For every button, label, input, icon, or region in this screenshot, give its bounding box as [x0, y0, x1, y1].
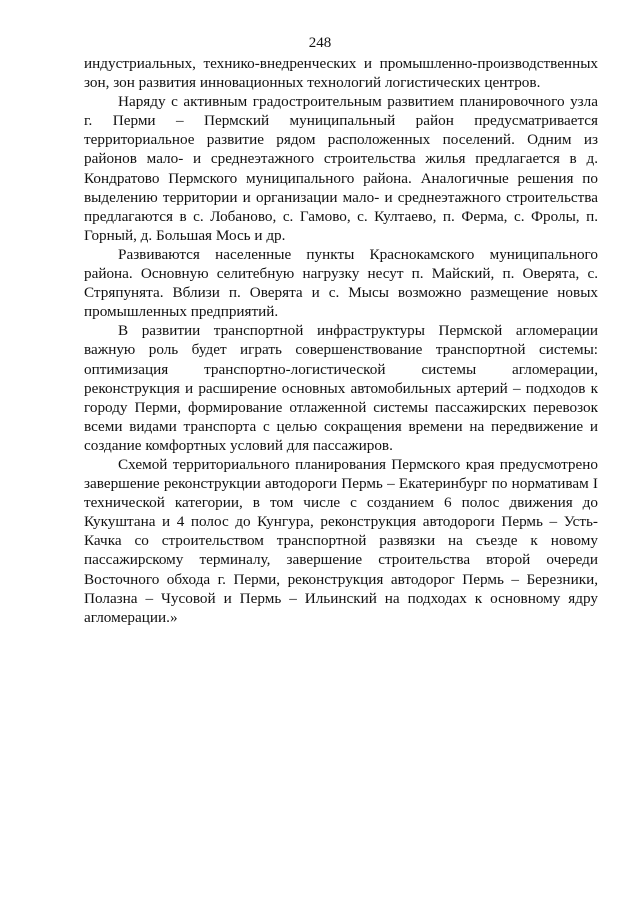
document-body [84, 54, 598, 627]
paragraph-continuation: индустриальных, технико-внедренческих и промышленно-производственных зон, зон развития инновационных технологий логистических центров. [84, 55, 598, 92]
page-number: 248 [308, 35, 332, 51]
paragraph-krasnokamsk: Развиваются населенные пункты Краснокамского муниципального района. Основную селитебную нагрузку несут п. Майский, п. Оверята, с. Стряпунята. Вблизи п. Оверята и с. Мысы возможно размещение новых промышленных предприятий. [84, 245, 598, 321]
paragraph-transport: В развитии транспортной инфраструктуры Пермской агломерации важную роль будет играть совершенствование транспортной системы: оптимизация транспортно-логистической системы агломерации, реконструкция и расширение основных автомобильных артерий – подходов к городу Перми, формирование отлаженной системы пассажирских перевозок всеми видами транспорта с целью сокращения времени на передвижение и создание комфортных условий для пассажиров. [84, 322, 598, 454]
paragraph-settlements: Наряду с активным градостроительным развитием планировочного узла г. Перми – Пермский муниципальный район предусматривается территориальное развитие рядом расположенных поселений. Одним из районов мало- и среднеэтажного строительства жилья предлагается в д. Кондратово Пермского муниципального района. Аналогичные решения по выделению территории и организации мало- и среднеэтажного строительства предлагаются в с. Лобаново, с. Гамово, с. Култаево, п. Ферма, с. Фролы, п. Горный, д. Большая Мось и др. [84, 93, 598, 244]
paragraph-territorial-plan: Схемой территориального планирования Пермского края предусмотрено завершение реконструкции автодороги Пермь – Екатеринбург по нормативам I технической категории, в том числе с созданием 6 полос движения до Кукуштана и 4 полос до Кунгура, реконструкция автодороги Пермь – Усть-Качка со строительством транспортной развязки на съезде к новому пассажирскому терминалу, завершение строительства второй очереди Восточного обхода г. Перми, реконструкция автодорог Пермь – Березники, Полазна – Чусовой и Пермь – Ильинский на подходах к основному ядру агломерации.» [84, 455, 598, 626]
